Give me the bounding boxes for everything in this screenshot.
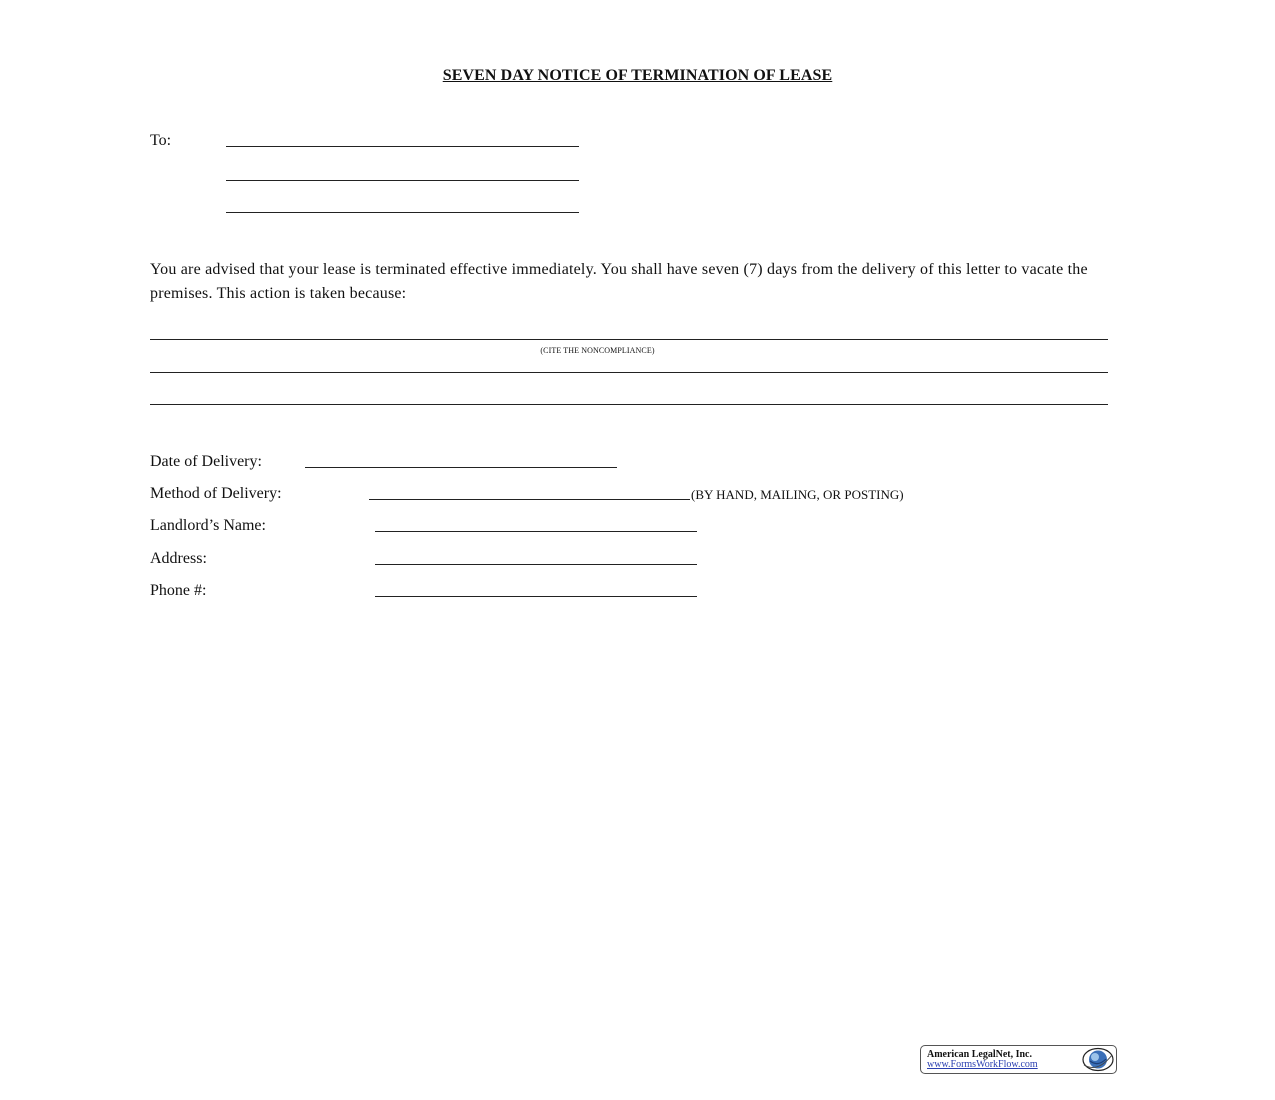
reason-line-3[interactable]	[150, 404, 1108, 405]
phone-line[interactable]	[375, 596, 697, 597]
cite-noncompliance-note: (CITE THE NONCOMPLIANCE)	[540, 346, 655, 355]
landlord-name-line[interactable]	[375, 531, 697, 532]
phone-label: Phone #:	[150, 582, 207, 599]
address-line[interactable]	[375, 564, 697, 565]
document-title: SEVEN DAY NOTICE OF TERMINATION OF LEASE	[442, 67, 833, 84]
reason-line-2[interactable]	[150, 372, 1108, 373]
recipient-line-1[interactable]	[226, 146, 579, 147]
landlord-name-label: Landlord’s Name:	[150, 517, 266, 534]
globe-icon	[1078, 1047, 1114, 1072]
notice-body: You are advised that your lease is terminated effective immediately. You shall have seven (7) days from the delivery of this letter to vacate the premises. This action is taken because:	[150, 261, 1088, 302]
logo-url-link[interactable]: www.FormsWorkFlow.com	[927, 1059, 1038, 1070]
recipient-line-2[interactable]	[226, 180, 579, 181]
method-of-delivery-line[interactable]	[369, 499, 690, 500]
reason-line-1[interactable]	[150, 339, 1108, 340]
date-of-delivery-label: Date of Delivery:	[150, 453, 262, 470]
forms-workflow-logo	[920, 1045, 1117, 1074]
date-of-delivery-line[interactable]	[305, 467, 617, 468]
address-label: Address:	[150, 550, 207, 567]
logo-company-name: American LegalNet, Inc.	[927, 1049, 1032, 1060]
recipient-line-3[interactable]	[226, 212, 579, 213]
method-of-delivery-label: Method of Delivery:	[150, 485, 282, 502]
method-of-delivery-options: (BY HAND, MAILING, OR POSTING)	[691, 487, 904, 502]
to-label: To:	[150, 132, 172, 149]
